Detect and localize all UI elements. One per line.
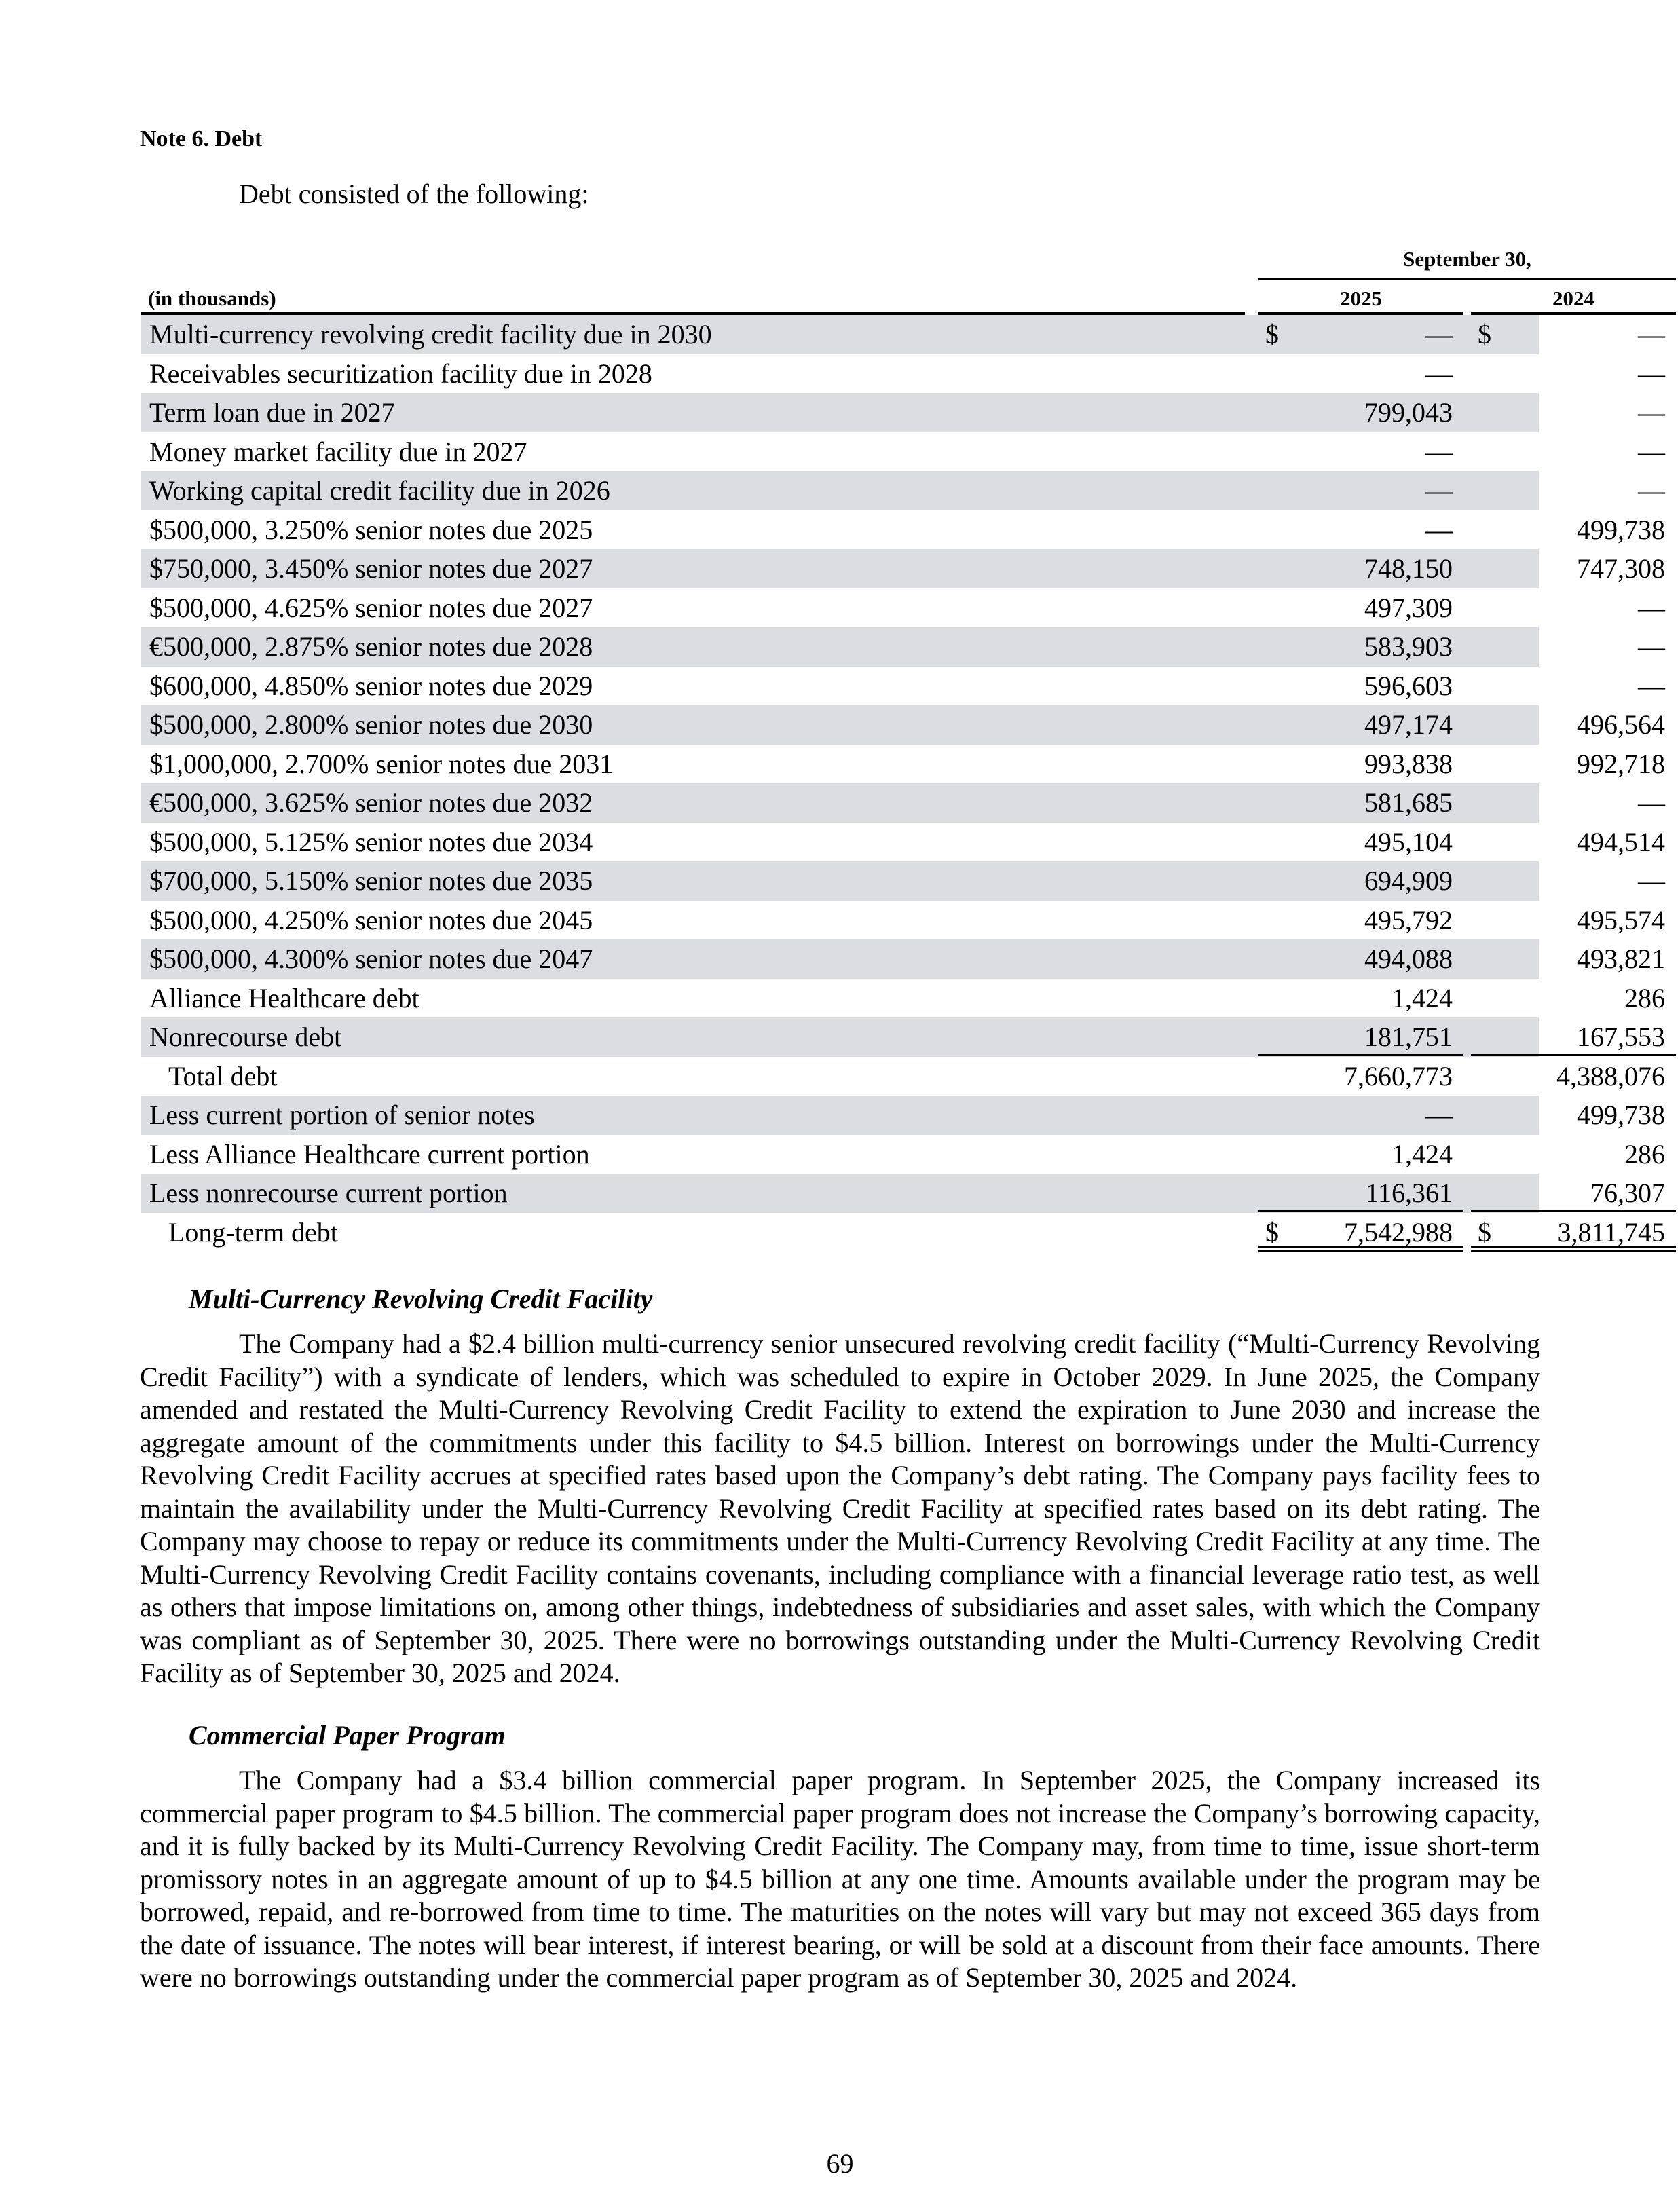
value-2024: 493,821 <box>1577 943 1665 974</box>
value-2024-cell <box>1471 861 1676 900</box>
value-2024: 3,811,745 <box>1557 1216 1665 1248</box>
value-2024: — <box>1638 475 1665 506</box>
value-2025: 497,309 <box>1364 592 1453 623</box>
note-title: Note 6. Debt <box>140 126 263 151</box>
value-2024-cell <box>1471 1057 1676 1096</box>
section-paragraph-revolving-credit: The Company had a $2.4 billion multi-currency senior unsecured revolving credit facility (“Multi-Currency Revolving Credit Facility”) with a syndicate of lenders, which was scheduled to expire in October 2029. In June 2025, the Company amended and restated the Multi-Currency Revolving Credit Facility to extend the expiration to June 2030 and increase the aggregate amount of the commitments under this facility to $4.5 billion. Interest on borrowings under the Multi-Currency Revolving Credit Facility accrues at specified rates based upon the Company’s debt rating. The Company pays facility fees to maintain the availability under the Multi-Currency Revolving Credit Facility at specified rates based on its debt rating. The Company may choose to repay or reduce its commitments under the Multi-Currency Revolving Credit Facility at any time. The Multi-Currency Revolving Credit Facility contains covenants, including compliance with a financial leverage ratio test, as well as others that impose limitations on, among other things, indebtedness of subsidiaries and asset sales, with which the Company was compliant as of September 30, 2025. There were no borrowings outstanding under the Multi-Currency Revolving Credit Facility as of September 30, 2025 and 2024. <box>140 1328 1540 1688</box>
row-label: Multi-currency revolving credit facility due in 2030 <box>149 319 712 350</box>
row-label: $750,000, 3.450% senior notes due 2027 <box>149 553 593 584</box>
table-row <box>141 627 1665 667</box>
row-label: $500,000, 4.300% senior notes due 2047 <box>149 943 593 974</box>
row-label: $500,000, 5.125% senior notes due 2034 <box>149 826 593 857</box>
value-2024-cell <box>1471 667 1676 705</box>
value-2025: 1,424 <box>1392 1138 1453 1170</box>
value-2025-cell <box>1258 1213 1463 1252</box>
value-2025: 497,174 <box>1364 709 1453 740</box>
value-2024-cell <box>1471 823 1676 861</box>
table-row <box>141 979 1665 1018</box>
year-header-2024: 2024 <box>1552 286 1594 310</box>
value-2025: 583,903 <box>1364 631 1453 662</box>
value-2024-cell <box>1471 1213 1676 1252</box>
value-2025-cell <box>1258 939 1463 978</box>
value-2025-cell <box>1258 510 1463 549</box>
debt-table <box>141 239 1665 1252</box>
value-2025: 799,043 <box>1364 397 1453 428</box>
row-label: Alliance Healthcare debt <box>149 982 419 1013</box>
value-2025-cell <box>1258 549 1463 588</box>
value-2025: 993,838 <box>1364 748 1453 779</box>
value-2025-cell <box>1258 393 1463 432</box>
value-2024-cell <box>1471 745 1676 783</box>
value-2024: 286 <box>1624 1138 1665 1170</box>
row-label: Money market facility due in 2027 <box>149 436 527 467</box>
value-2024: 286 <box>1624 982 1665 1013</box>
row-label: Receivables securitization facility due in 2028 <box>149 358 652 389</box>
value-2024: — <box>1638 319 1665 350</box>
value-2025-cell <box>1258 667 1463 705</box>
value-2024-cell <box>1471 315 1676 354</box>
value-2024: 496,564 <box>1577 709 1665 740</box>
value-2024-cell <box>1471 901 1676 939</box>
value-2025: — <box>1425 475 1453 506</box>
table-row <box>141 588 1665 628</box>
value-2025-cell <box>1258 1096 1463 1134</box>
value-2024-cell <box>1471 432 1676 471</box>
year-header-2025: 2025 <box>1340 286 1382 310</box>
value-2024-cell <box>1471 510 1676 549</box>
value-2025-cell <box>1258 1057 1463 1096</box>
value-2024-cell <box>1471 705 1676 744</box>
value-2024-cell <box>1471 354 1676 393</box>
value-2024: — <box>1638 436 1665 467</box>
value-2025: — <box>1425 319 1453 350</box>
value-2024-cell <box>1471 939 1676 978</box>
value-2024-cell <box>1471 471 1676 510</box>
page-number: 69 <box>826 2148 854 2179</box>
row-label: $600,000, 4.850% senior notes due 2029 <box>149 670 593 701</box>
value-2024: — <box>1638 397 1665 428</box>
value-2025: 694,909 <box>1364 865 1453 896</box>
row-label: Term loan due in 2027 <box>149 397 395 428</box>
table-row <box>141 901 1665 940</box>
value-2024-cell <box>1471 588 1676 627</box>
table-row <box>141 705 1665 745</box>
value-2024: 499,738 <box>1577 1100 1665 1130</box>
value-2025-cell <box>1258 823 1463 861</box>
row-label: €500,000, 2.875% senior notes due 2028 <box>149 631 593 662</box>
value-2024-cell <box>1471 1096 1676 1134</box>
table-body <box>141 315 1665 1252</box>
value-2024: 167,553 <box>1577 1022 1665 1052</box>
value-2024-cell <box>1471 1174 1676 1212</box>
value-2024-cell <box>1471 1135 1676 1174</box>
value-2025-cell <box>1258 1135 1463 1174</box>
table-row <box>141 1135 1665 1174</box>
table-row <box>141 354 1665 394</box>
section-paragraph-commercial-paper: The Company had a $3.4 billion commercial paper program. In September 2025, the Company increased its commercial paper program to $4.5 billion. The commercial paper program does not increase the Company’s borrowing capacity, and it is fully backed by its Multi-Currency Revolving Credit Facility. The Company may, from time to time, issue short-term promissory notes in an aggregate amount of up to $4.5 billion at any one time. Amounts available under the program may be borrowed, repaid, and re-borrowed from time to time. The maturities on the notes will vary but may not exceed 365 days from the date of issuance. The notes will bear interest, if interest bearing, or will be sold at a discount from their face amounts. There were no borrowings outstanding under the commercial paper program as of September 30, 2025 and 2024. <box>140 1765 1540 1993</box>
value-2024-cell <box>1471 979 1676 1017</box>
value-2024: — <box>1638 592 1665 623</box>
table-row <box>141 315 1665 354</box>
value-2025: 581,685 <box>1364 787 1453 818</box>
table-row <box>141 549 1665 588</box>
value-2025-cell <box>1258 627 1463 666</box>
table-row <box>141 471 1665 510</box>
row-label: Long-term debt <box>168 1216 338 1248</box>
value-2025-cell <box>1258 588 1463 627</box>
table-row <box>141 1174 1665 1213</box>
value-2024: 4,388,076 <box>1556 1060 1665 1091</box>
value-2025-cell <box>1258 354 1463 393</box>
value-2024-cell <box>1471 1017 1676 1056</box>
value-2025: 748,150 <box>1364 553 1453 584</box>
table-row <box>141 1017 1665 1057</box>
value-2024: — <box>1638 670 1665 701</box>
row-label: $500,000, 2.800% senior notes due 2030 <box>149 709 593 740</box>
value-2025: — <box>1425 436 1453 467</box>
value-2025-cell <box>1258 901 1463 939</box>
value-2024-cell <box>1471 393 1676 432</box>
value-2024-cell <box>1471 549 1676 588</box>
value-2025-cell <box>1258 783 1463 822</box>
table-row <box>141 861 1665 901</box>
row-label: $500,000, 3.250% senior notes due 2025 <box>149 514 593 545</box>
table-row <box>141 1096 1665 1135</box>
table-row <box>141 667 1665 706</box>
value-2024: — <box>1638 865 1665 896</box>
table-row <box>141 393 1665 432</box>
value-2025-cell <box>1258 432 1463 471</box>
value-2025: 494,088 <box>1364 943 1453 974</box>
value-2024-cell <box>1471 627 1676 666</box>
row-label: $500,000, 4.625% senior notes due 2027 <box>149 592 593 623</box>
value-2024: 494,514 <box>1577 826 1665 857</box>
value-2025-cell <box>1258 979 1463 1017</box>
value-2025: — <box>1425 358 1453 389</box>
value-2024: 76,307 <box>1590 1178 1665 1208</box>
period-header: September 30, <box>1403 247 1531 271</box>
table-row <box>141 1213 1665 1252</box>
value-2025: 596,603 <box>1364 670 1453 701</box>
value-2024: — <box>1638 358 1665 389</box>
value-2025-cell <box>1258 705 1463 744</box>
value-2025: 116,361 <box>1365 1178 1453 1208</box>
value-2025: 7,660,773 <box>1344 1060 1453 1091</box>
value-2024-cell <box>1471 783 1676 822</box>
value-2025: — <box>1425 514 1453 545</box>
table-row <box>141 1057 1665 1096</box>
row-label: Less nonrecourse current portion <box>149 1178 508 1208</box>
value-2025: 495,104 <box>1364 826 1453 857</box>
row-label: €500,000, 3.625% senior notes due 2032 <box>149 787 593 818</box>
row-label: $700,000, 5.150% senior notes due 2035 <box>149 865 593 896</box>
value-2024: 499,738 <box>1577 514 1665 545</box>
row-label: Nonrecourse debt <box>149 1022 342 1052</box>
value-2025-cell <box>1258 1174 1463 1212</box>
period-header-rule <box>1258 278 1676 280</box>
unit-label: (in thousands) <box>148 286 276 310</box>
value-2025: 7,542,988 <box>1344 1216 1453 1248</box>
value-2025-cell <box>1258 315 1463 354</box>
value-2025: 495,792 <box>1364 904 1453 935</box>
row-label: Less current portion of senior notes <box>149 1100 535 1130</box>
row-label: Working capital credit facility due in 2026 <box>149 475 610 506</box>
row-label: Less Alliance Healthcare current portion <box>149 1138 590 1170</box>
currency-symbol: $ <box>1478 1216 1491 1248</box>
value-2025-cell <box>1258 1017 1463 1056</box>
value-2024: 992,718 <box>1577 748 1665 779</box>
value-2025-cell <box>1258 471 1463 510</box>
row-label: Total debt <box>168 1060 278 1091</box>
section-heading-revolving-credit: Multi-Currency Revolving Credit Facility <box>189 1284 653 1314</box>
value-2024: — <box>1638 787 1665 818</box>
value-2024: 495,574 <box>1577 904 1665 935</box>
table-row <box>141 510 1665 550</box>
table-row <box>141 745 1665 784</box>
value-2025: 181,751 <box>1364 1022 1453 1052</box>
table-header <box>141 239 1594 315</box>
value-2025: — <box>1425 1100 1453 1130</box>
currency-symbol: $ <box>1478 319 1491 350</box>
table-row <box>141 432 1665 472</box>
value-2025: 1,424 <box>1392 982 1453 1013</box>
value-2024: — <box>1638 631 1665 662</box>
table-row <box>141 823 1665 862</box>
table-row <box>141 939 1665 979</box>
table-row <box>141 783 1665 823</box>
value-2025-cell <box>1258 745 1463 783</box>
row-label: $1,000,000, 2.700% senior notes due 2031 <box>149 748 614 779</box>
value-2025-cell <box>1258 861 1463 900</box>
row-label: $500,000, 4.250% senior notes due 2045 <box>149 904 593 935</box>
currency-symbol: $ <box>1265 319 1279 350</box>
intro-text: Debt consisted of the following: <box>239 179 589 209</box>
currency-symbol: $ <box>1265 1216 1279 1248</box>
section-heading-commercial-paper: Commercial Paper Program <box>189 1720 506 1751</box>
value-2024: 747,308 <box>1577 553 1665 584</box>
